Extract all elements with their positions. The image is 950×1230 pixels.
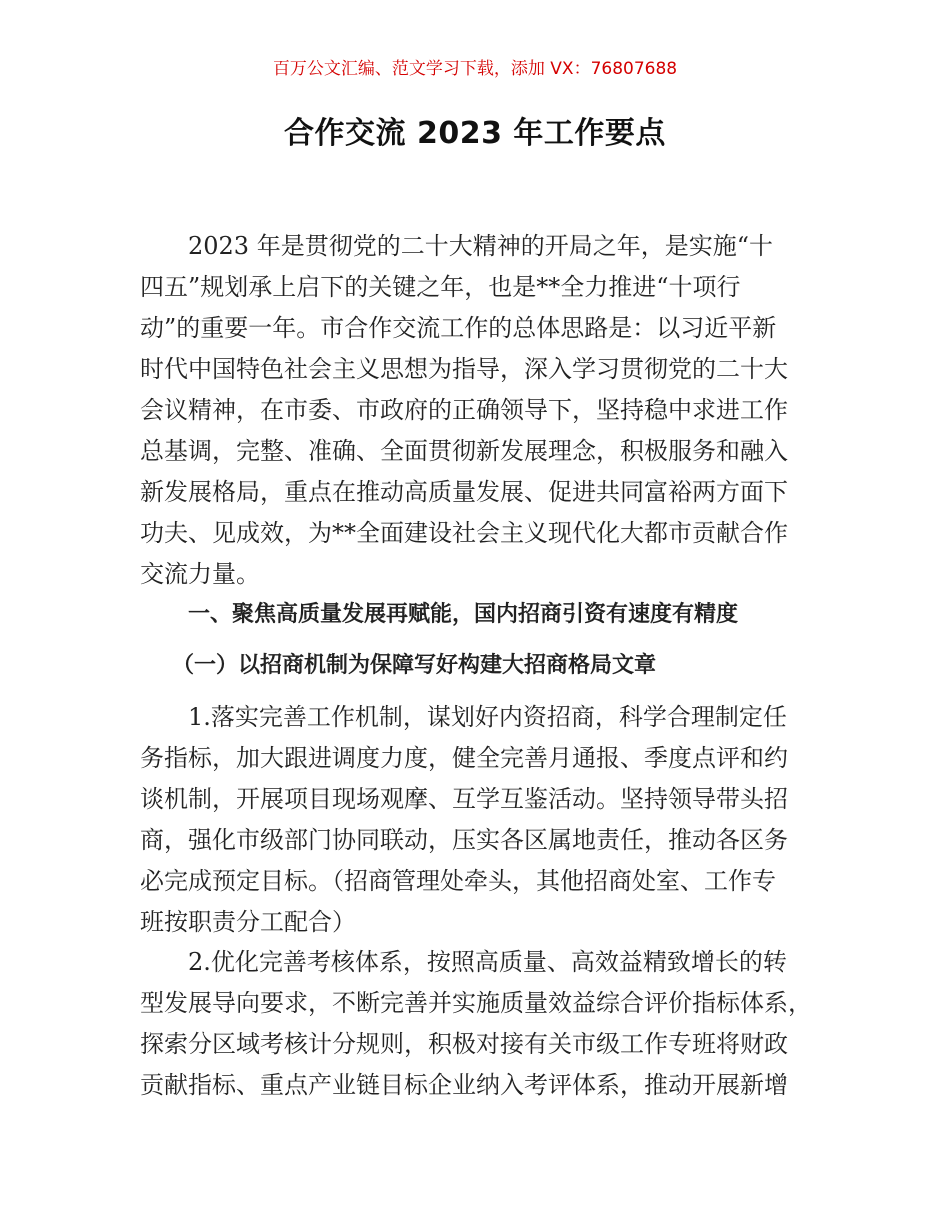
item-2-line: 型发展导向要求，不断完善并实施质量效益综合评价指标体系， [140, 989, 812, 1017]
document-title: 合作交流 2023 年工作要点 [284, 116, 666, 151]
item-1-paragraph [140, 697, 816, 943]
subsection-heading-1: （一）以招商机制为保障写好构建大招商格局文章 [172, 653, 657, 678]
section-heading-1: 一、聚焦高质量发展再赋能，国内招商引资有速度有精度 [188, 602, 739, 627]
item-2-line: 探索分区域考核计分规则，积极对接有关市级工作专班将财政 [140, 1030, 788, 1058]
intro-line: 动”的重要一年。市合作交流工作的总体思路是：以习近平新 [140, 314, 777, 342]
intro-line: 会议精神，在市委、市政府的正确领导下，坚持稳中求进工作 [140, 396, 788, 424]
item-1-line: 务指标，加大跟进调度力度，健全完善月通报、季度点评和约 [140, 744, 788, 772]
promo-banner: 百万公文汇编、范文学习下载，添加 VX：76807688 [272, 59, 678, 79]
intro-line: 2023 年是贯彻党的二十大精神的开局之年，是实施“十 [188, 232, 773, 260]
item-2-line: 2.优化完善考核体系，按照高质量、高效益精致增长的转 [188, 948, 787, 976]
item-1-line: 必完成预定目标。（招商管理处牵头，其他招商处室、工作专 [140, 867, 776, 895]
item-1-line: 谈机制，开展项目现场观摩、互学互鉴活动。坚持领导带头招 [140, 785, 788, 813]
intro-line: 时代中国特色社会主义思想为指导，深入学习贯彻党的二十大 [140, 355, 788, 383]
item-1-line: 商，强化市级部门协同联动，压实各区属地责任，推动各区务 [140, 826, 788, 854]
intro-line: 功夫、见成效，为**全面建设社会主义现代化大都市贡献合作 [140, 519, 788, 547]
item-1-line: 1.落实完善工作机制，谋划好内资招商，科学合理制定任 [188, 703, 787, 731]
intro-line: 新发展格局，重点在推动高质量发展、促进共同富裕两方面下 [140, 478, 788, 506]
item-1-line: 班按职责分工配合） [140, 908, 356, 936]
intro-line: 总基调，完整、准确、全面贯彻新发展理念，积极服务和融入 [140, 437, 788, 465]
intro-paragraph [140, 226, 816, 595]
item-2-line: 贡献指标、重点产业链目标企业纳入考评体系，推动开展新增 [140, 1071, 788, 1099]
item-2-paragraph [140, 942, 816, 1106]
intro-line: 交流力量。 [140, 560, 260, 588]
intro-line: 四五”规划承上启下的关键之年，也是**全力推进“十项行 [140, 273, 741, 301]
